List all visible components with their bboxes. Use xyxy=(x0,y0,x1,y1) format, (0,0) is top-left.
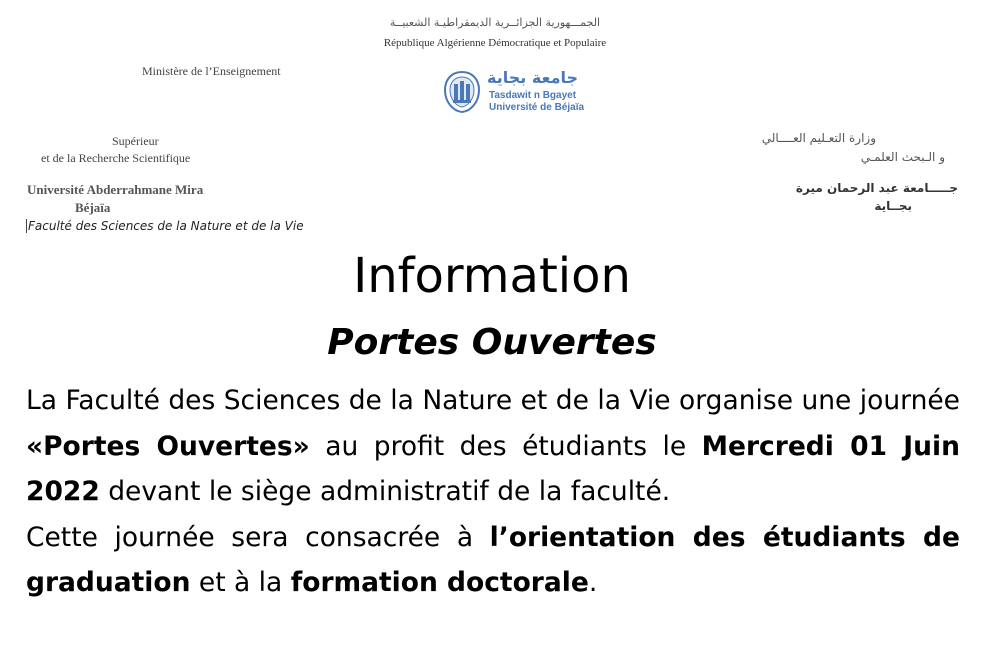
header-university-fr: Université Abderrahmane Mira xyxy=(27,182,204,197)
logo-arabic-name: جامعة بجاية xyxy=(487,68,579,87)
announcement-paragraph-1 xyxy=(26,378,960,515)
p2-text-c: et à la xyxy=(190,567,291,598)
p1-text-a: La Faculté des Sciences de la Nature et de la Vie organise une journée xyxy=(26,385,960,416)
p2-text-e: . xyxy=(588,567,598,598)
p1-text-c: au profit des étudiants le xyxy=(309,430,702,462)
header-arabic-bejaia: بجــاية xyxy=(874,199,912,213)
header-arabic-research: و الـبحث العلمـي xyxy=(860,150,945,164)
announcement-body xyxy=(26,378,960,606)
page-subtitle: Portes Ouvertes xyxy=(327,322,657,363)
logo-universite: Université de Béjaïa xyxy=(489,102,585,113)
announcement-paragraph-2 xyxy=(26,515,960,606)
header-french-republic: République Algérienne Démocratique et Populaire xyxy=(383,37,607,49)
university-logo-emblem-icon xyxy=(443,70,481,114)
p2-text-a: Cette journée sera consacrée à xyxy=(26,521,490,553)
p2-doctoral: formation doctorale xyxy=(290,567,589,598)
header-arabic-republic: الجمـــهورية الجزائــرية الديمقراطيـة الشعبيــة xyxy=(389,16,601,29)
p1-text-e: devant le siège administratif de la faculté. xyxy=(99,476,671,507)
page-title: Information xyxy=(353,248,631,304)
logo-tasdawit: Tasdawit n Bgayet xyxy=(489,90,577,101)
p1-event-name: «Portes Ouvertes» xyxy=(26,430,310,462)
header-ministry: Ministère de l’Enseignement xyxy=(142,64,281,78)
header-research: et de la Recherche Scientifique xyxy=(41,151,191,165)
p2-orientation: l’orientation des étudiants de graduation xyxy=(26,521,960,598)
header-bejaia-fr: Béjaïa xyxy=(75,200,111,215)
p1-event-date: Mercredi 01 Juin 2022 xyxy=(26,430,960,507)
header-superieur: Supérieur xyxy=(112,134,159,148)
header-arabic-ministry: وزارة التعـليم العــــالي xyxy=(761,131,876,145)
header-arabic-university: جـــــامعة عبد الرحمان ميرة xyxy=(795,181,958,195)
header-faculty-fr: Faculté des Sciences de la Nature et de la Vie xyxy=(28,219,304,233)
